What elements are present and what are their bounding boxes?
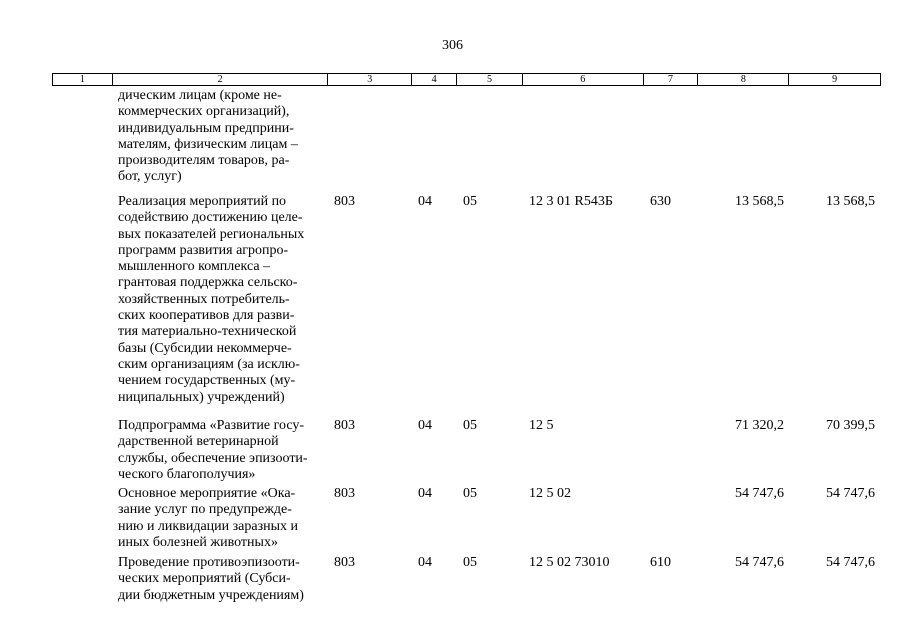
column-header-1: 1 (53, 74, 113, 85)
column-header-6: 6 (523, 74, 644, 85)
page-number: 306 (442, 38, 463, 53)
row-name: дическим лицам (кроме не- коммерческих организаций), индивидуальным предприни- мателям, физическим лицам – производителям товаров, ра- бот, услуг) (118, 88, 298, 185)
subsection-code: 05 (463, 194, 477, 209)
section-code: 04 (418, 418, 432, 433)
ministry-code: 803 (334, 418, 355, 433)
amount-year-2: 70 399,5 (826, 418, 875, 433)
expense-type-code: 630 (650, 194, 671, 209)
ministry-code: 803 (334, 194, 355, 209)
expense-type-code: 610 (650, 555, 671, 570)
row-name: Проведение противоэпизооти- ческих мероприятий (Субси- дии бюджетным учреждениям) (118, 555, 304, 603)
column-header-3: 3 (328, 74, 412, 85)
amount-year-1: 54 747,6 (735, 555, 784, 570)
section-code: 04 (418, 555, 432, 570)
row-name: Основное мероприятие «Ока- зание услуг по предупрежде- нию и ликвидации заразных и иных болезней животных» (118, 486, 299, 550)
subsection-code: 05 (463, 486, 477, 501)
section-code: 04 (418, 194, 432, 209)
column-header-2: 2 (113, 74, 328, 85)
target-article-code: 12 5 02 (529, 486, 571, 501)
row-name: Подпрограмма «Развитие госу- дарственной ветеринарной службы, обеспечение эпизооти- ческого благополучия» (118, 418, 308, 482)
amount-year-2: 54 747,6 (826, 486, 875, 501)
ministry-code: 803 (334, 555, 355, 570)
subsection-code: 05 (463, 418, 477, 433)
column-header-4: 4 (412, 74, 457, 85)
amount-year-1: 13 568,5 (735, 194, 784, 209)
amount-year-1: 54 747,6 (735, 486, 784, 501)
target-article-code: 12 5 02 73010 (529, 555, 610, 570)
column-header-8: 8 (698, 74, 789, 85)
amount-year-1: 71 320,2 (735, 418, 784, 433)
row-name: Реализация мероприятий по содействию достижению целе- вых показателей региональных программ развития агропро- мышленного комплекса – грантовая поддержка сельско- хозяйственных потребитель- ских кооперативов для разви- тия материально-технической базы (Субсидии некоммерче- ским организациям (за исклю- чением государственных (му- ниципальных) учреждений) (118, 194, 305, 405)
column-header-row (52, 73, 881, 86)
ministry-code: 803 (334, 486, 355, 501)
column-header-7: 7 (644, 74, 699, 85)
amount-year-2: 13 568,5 (826, 194, 875, 209)
target-article-code: 12 3 01 R543Б (529, 194, 613, 209)
target-article-code: 12 5 (529, 418, 554, 433)
subsection-code: 05 (463, 555, 477, 570)
amount-year-2: 54 747,6 (826, 555, 875, 570)
section-code: 04 (418, 486, 432, 501)
column-header-9: 9 (832, 74, 838, 85)
column-header-5: 5 (457, 74, 523, 85)
